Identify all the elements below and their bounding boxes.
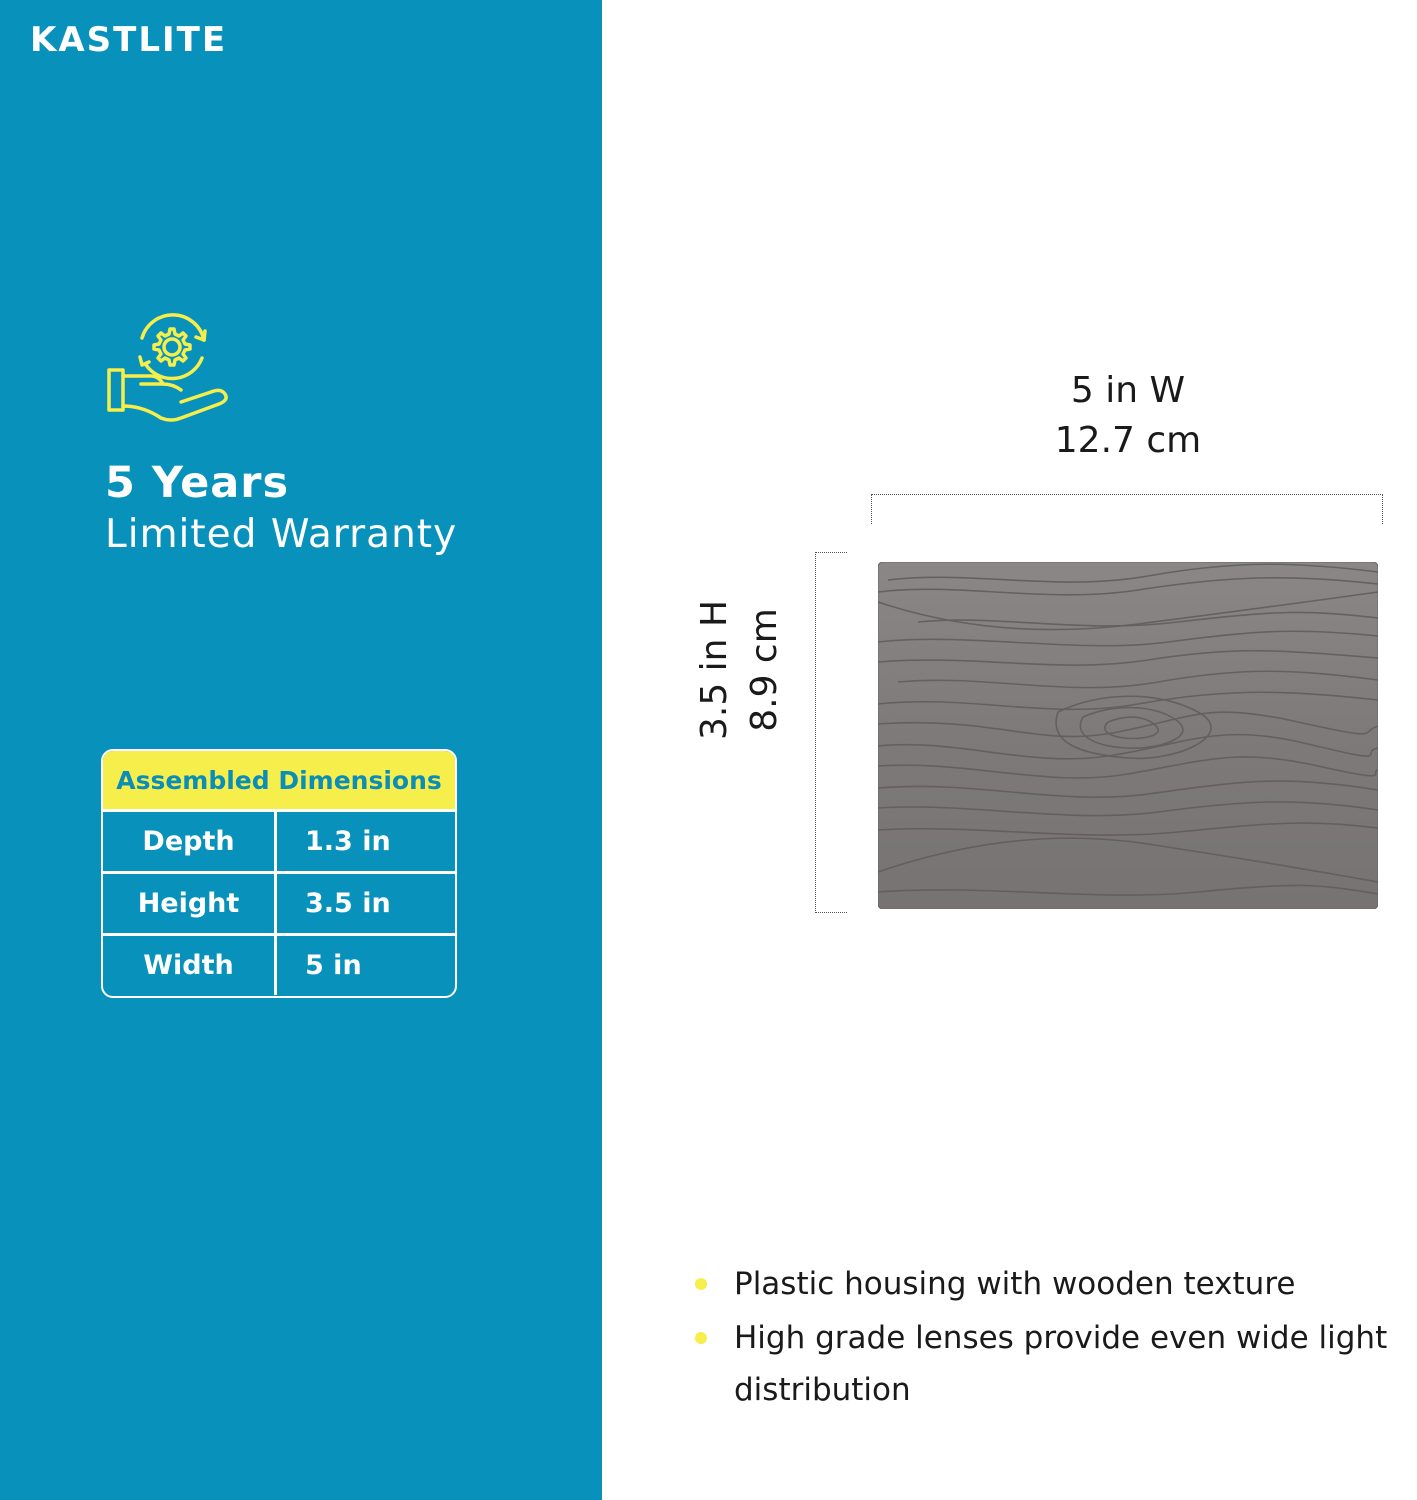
dimensions-table-title: Assembled Dimensions: [103, 751, 455, 812]
product-image: [878, 562, 1378, 909]
width-dimension-line: [871, 494, 1383, 524]
info-panel: [0, 0, 602, 1500]
row-value: 5 in: [305, 950, 362, 981]
warranty-text: Limited Warranty: [105, 512, 458, 557]
row-label: Height: [103, 874, 277, 933]
table-row: [103, 874, 455, 936]
bullet-icon: [695, 1332, 707, 1344]
width-inches: 5 in W: [1070, 370, 1186, 411]
hand-gear-icon: [106, 310, 230, 428]
row-label: Width: [103, 936, 277, 995]
width-dimension-label: [1020, 366, 1236, 466]
row-value: 1.3 in: [305, 826, 391, 857]
feature-list: [690, 1258, 1417, 1418]
feature-text: Plastic housing with wooden texture: [734, 1266, 1296, 1302]
width-centimeters: 12.7 cm: [1054, 420, 1202, 461]
height-dimension-label: [690, 540, 790, 800]
table-row: [103, 936, 455, 995]
list-item: [690, 1312, 1417, 1416]
row-value: 3.5 in: [305, 888, 391, 919]
height-inches: 3.5 in H: [694, 599, 735, 741]
list-item: [690, 1258, 1417, 1310]
brand-logo: KASTLITE: [30, 20, 228, 60]
bullet-icon: [695, 1278, 707, 1290]
dimensions-table: [101, 749, 457, 998]
warranty-years: 5 Years: [105, 458, 290, 508]
table-row: [103, 812, 455, 874]
feature-text: High grade lenses provide even wide light distribution: [734, 1320, 1388, 1408]
height-centimeters: 8.9 cm: [744, 608, 785, 732]
row-label: Depth: [103, 812, 277, 871]
height-dimension-line: [815, 552, 847, 913]
